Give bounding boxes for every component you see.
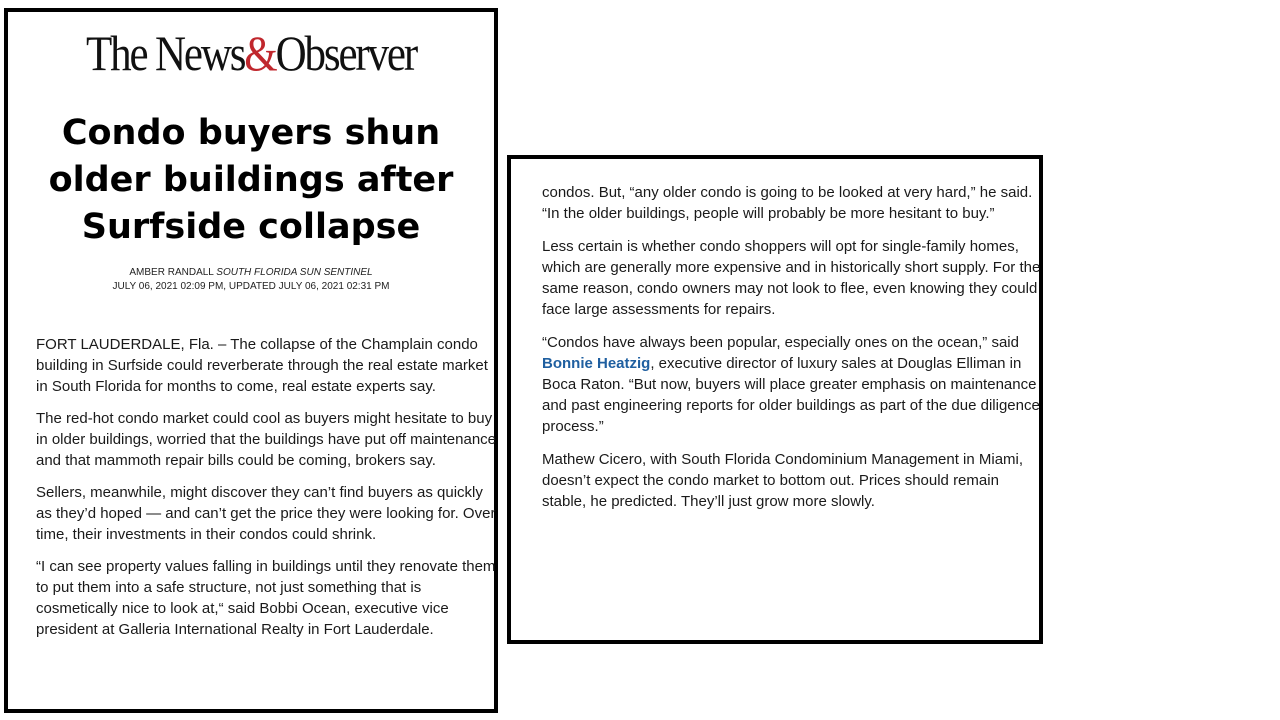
byline [8, 266, 494, 294]
logo-text-observer: Observer [275, 25, 417, 81]
body-paragraph: Mathew Cicero, with South Florida Condominium Management in Miami, doesn’t expect the condo market to bottom out. Prices should remain stable, he predicted. They’ll just grow more slowly. [542, 451, 1024, 510]
article-body-right [542, 182, 1042, 524]
logo-ampersand: & [244, 25, 276, 81]
article-clipping-left [4, 8, 498, 713]
headline-line-1: Condo buyers shun [61, 113, 441, 153]
headline-line-3: Surfside collapse [81, 207, 421, 247]
source-name: SOUTH FLORIDA SUN SENTINEL [216, 267, 373, 278]
body-paragraph [542, 332, 1042, 437]
body-paragraph: “I can see property values falling in buildings until they renovate them to put them into a safe structure, not just something that is cosmetically nice to look at,“ said Bobbi Ocean, executive vice president at Galleria International Realty in Fort Lauderdale. [36, 558, 496, 638]
author-name: AMBER RANDALL [129, 267, 214, 278]
byline-author-line [8, 266, 494, 280]
logo-text-news: The News [85, 25, 245, 81]
quote-rest-text: , executive director of luxury sales at Douglas Elliman in Boca Raton. “But now, buyers will place greater emphasis on maintenance and past engineering reports for older buildings as part of the due diligence process.” [542, 355, 1040, 435]
quote-lead-text: “Condos have always been popular, especially ones on the ocean,” said [542, 334, 1019, 351]
article-headline [18, 110, 484, 251]
article-body-left [36, 334, 498, 651]
newspaper-logo [42, 25, 460, 81]
body-paragraph: The red-hot condo market could cool as buyers might hesitate to buy in older buildings, worried that the buildings have put off maintenance and that mammoth repair bills could be coming, brokers say. [36, 410, 497, 469]
article-clipping-right [507, 155, 1043, 644]
body-paragraph: FORT LAUDERDALE, Fla. – The collapse of the Champlain condo building in Surfside could reverberate through the real estate market in South Florida for months to come, real estate experts say. [36, 336, 488, 395]
headline-line-2: older buildings after [48, 160, 454, 200]
body-paragraph: Sellers, meanwhile, might discover they can’t find buyers as quickly as they’d hoped — and can’t get the price they were looking for. Over time, their investments in their condos could shrink. [36, 484, 496, 543]
body-paragraph: Less certain is whether condo shoppers will opt for single-family homes, which are generally more expensive and in historically short supply. For the same reason, condo owners may not look to flee, even knowing they could face large assessments for repairs. [542, 238, 1041, 318]
dateline: JULY 06, 2021 02:09 PM, UPDATED JULY 06, 2021 02:31 PM [112, 281, 390, 292]
bonnie-heatzig-link[interactable]: Bonnie Heatzig [542, 355, 651, 372]
body-paragraph: condos. But, “any older condo is going to be looked at very hard,” he said. “In the older buildings, people will probably be more hesitant to buy.” [542, 184, 1033, 222]
